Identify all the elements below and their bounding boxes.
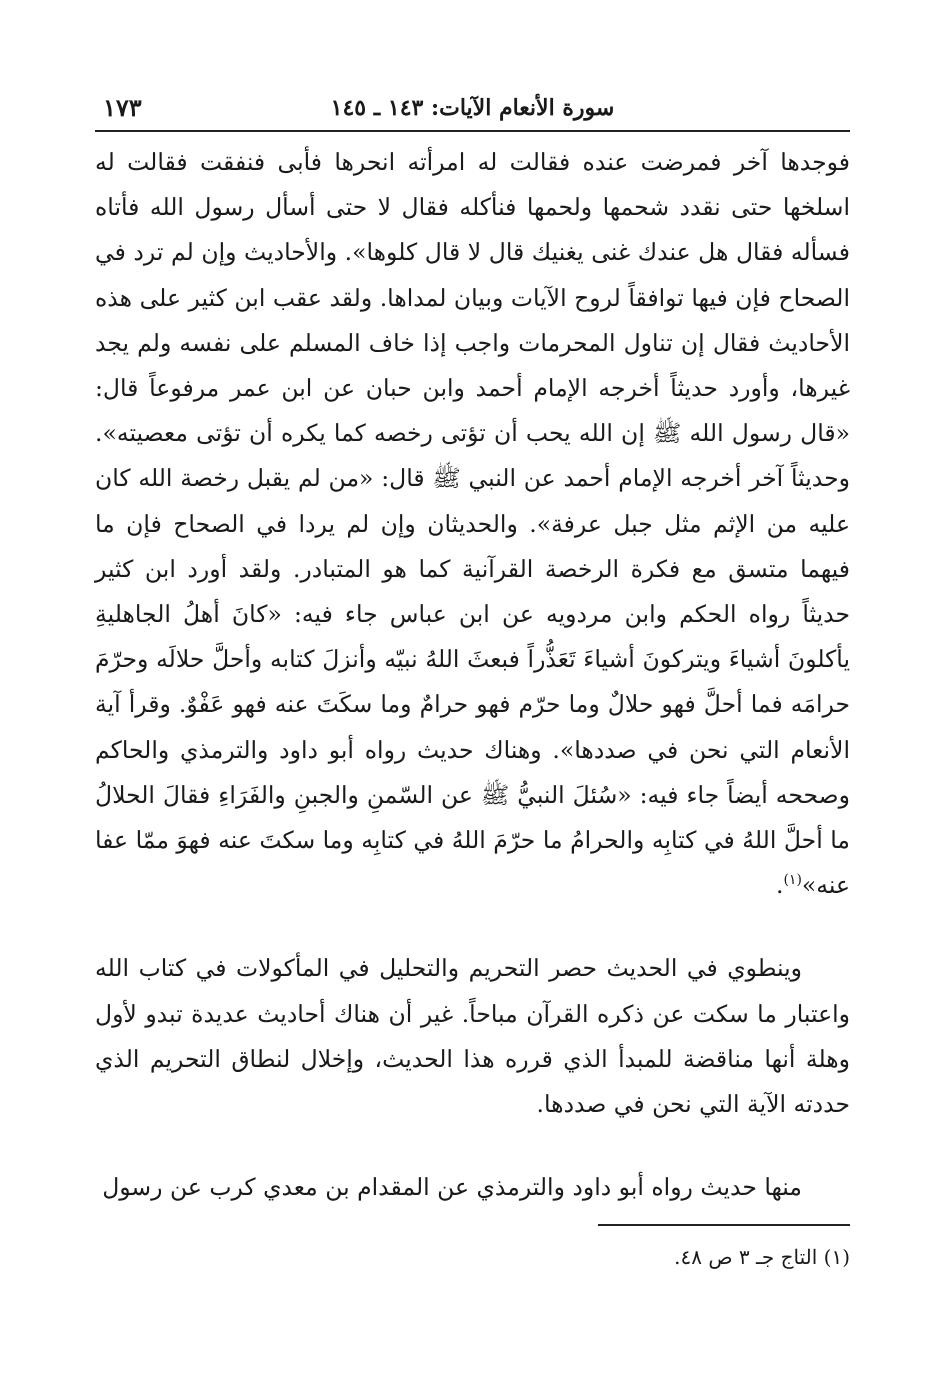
footnote-1: (١) التاج جـ ٣ ص ٤٨. xyxy=(674,1245,850,1270)
paragraph-1-end: . xyxy=(775,871,784,900)
footnote-reference: (١) xyxy=(783,872,802,889)
paragraph-prohibition-scope: وينطوي في الحديث حصر التحريم والتحليل في المأكولات في كتاب الله واعتبار ما سكت عن ذكره القرآن مباحاً. غير أن هناك أحاديث عديدة تبدو لأول وهلة أنها مناقضة للمبدأ الذي قرره هذا الحديث، وإخلال لنطاق التحريم الذي حددته الآية التي نحن في صددها. xyxy=(95,954,850,1119)
footnote-rule xyxy=(598,1224,850,1226)
running-title: سورة الأنعام الآيات: ١٤٣ ـ ١٤٥ xyxy=(330,95,615,121)
page-number: ١٧٣ xyxy=(103,93,142,122)
header-rule xyxy=(95,130,850,132)
running-header xyxy=(95,92,850,128)
paragraph-hadith-commentary xyxy=(95,140,850,908)
paragraph-1-text: فوجدها آخر فمرضت عنده فقالت له امرأته انحرها فأبى فنفقت فقالت له اسلخها حتى نقدد شحمها ولحمها فنأكله فقال لا حتى أسأل رسول الله فأتاه فسأله فقال هل عندك غنى يغنيك قال لا قال كلوها». والأحاديث وإن لم ترد في الصحاح فإن فيها توافقاً لروح الآيات وبيان لمداها. ولقد عقب ابن كثير على هذه الأحاديث فقال إن تناول المحرمات واجب إذا خاف المسلم على نفسه ولم يجد غيرها، وأورد حديثاً أخرجه الإمام أحمد وابن حبان عن ابن عمر مرفوعاً قال: «قال رسول الله ﷺ إن الله يحب أن تؤتى رخصه كما يكره أن تؤتى معصيته». وحديثاً آخر أخرجه الإمام أحمد عن النبي ﷺ قال: «من لم يقبل رخصة الله كان عليه من الإثم مثل جبل عرفة». والحديثان وإن لم يردا في الصحاح فإن ما فيهما متسق مع فكرة الرخصة القرآنية كما هو المتبادر. ولقد أورد ابن كثير حديثاً رواه الحكم وابن مردويه عن ابن عباس جاء فيه: «كانَ أهلُ الجاهليةِ يأكلونَ أشياءَ ويتركونَ أشياءَ تَعَذُّراً فبعثَ اللهُ نبيّه وأنزلَ كتابه وأحلَّ حلالَه وحرّمَ حرامَه فما أحلَّ فهو حلالٌ وما حرّم فهو حرامٌ وما سكَتَ عنه فهو عَفْوٌ. وقرأ آية الأنعام التي نحن في صددها». وهناك حديث رواه أبو داود والترمذي والحاكم وصححه أيضاً جاء فيه: «سُئلَ النبيُّ ﷺ عن السّمنِ والجبنِ والفَرَاءِ فقالَ الحلالُ ما أحلَّ اللهُ في كتابِه والحرامُ ما حرّمَ اللهُ في كتابِه وما سكتَ عنه فهوَ ممّا عفا عنه» xyxy=(95,148,850,900)
paragraph-continuing: منها حديث رواه أبو داود والترمذي عن المقدام بن معدي كرب عن رسول xyxy=(102,1173,802,1202)
book-page xyxy=(95,92,850,1272)
